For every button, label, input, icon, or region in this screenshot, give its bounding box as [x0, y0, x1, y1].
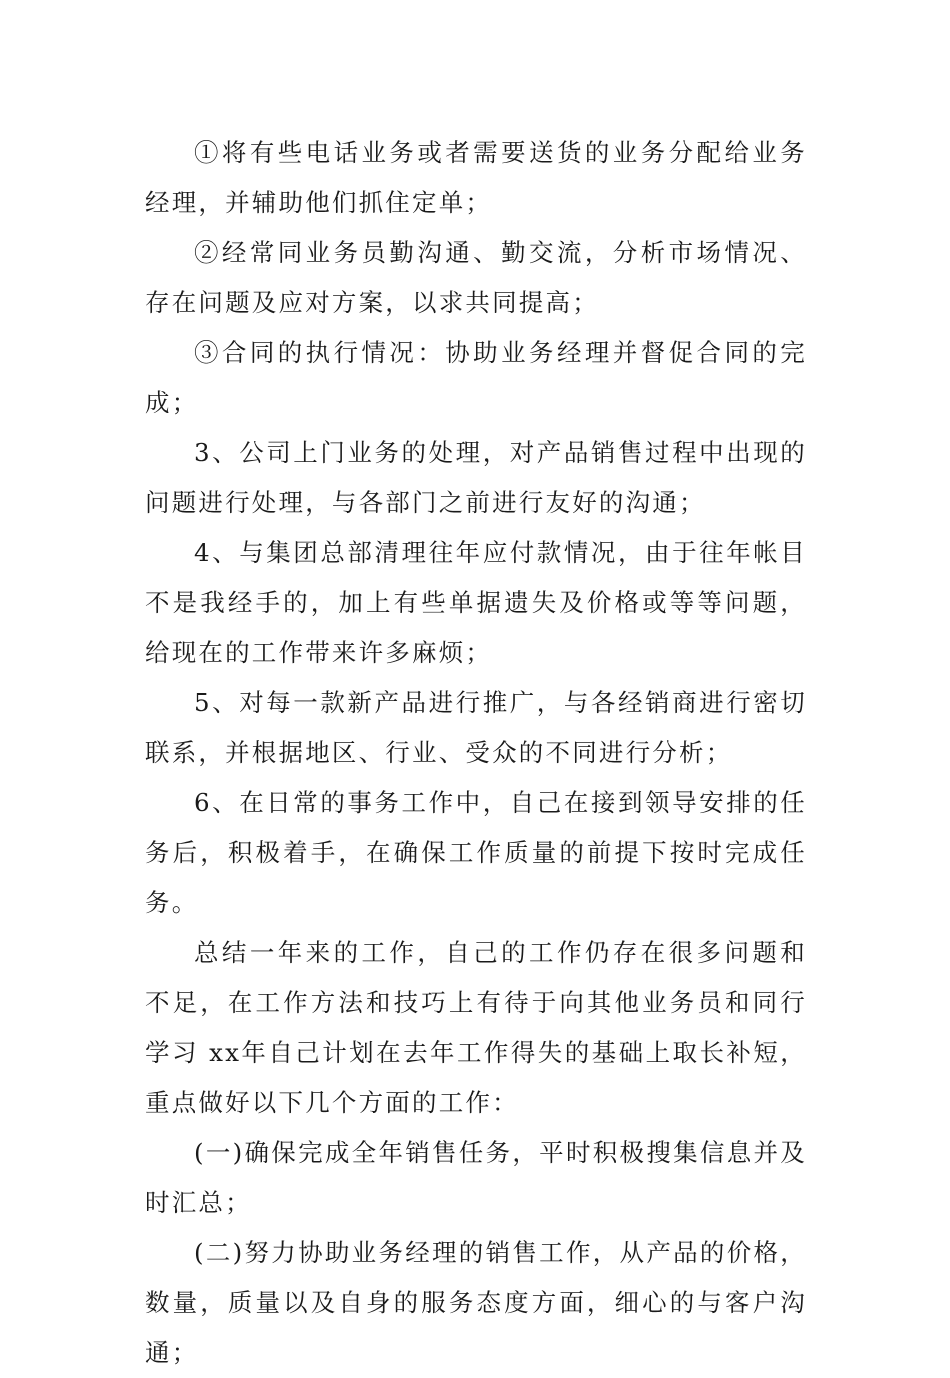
- paragraph-summary: 总结一年来的工作，自己的工作仍存在很多问题和不足，在工作方法和技巧上有待于向其他业务员和同行学习 xx年自己计划在去年工作得失的基础上取长补短，重点做好以下几个方面的工作：: [145, 938, 807, 1117]
- paragraph-task-item-3: ③合同的执行情况：协助业务经理并督促合同的完成；: [145, 338, 807, 417]
- paragraph-point-6: 6、在日常的事务工作中，自己在接到领导安排的任务后，积极着手，在确保工作质量的前提下按时完成任务。: [145, 788, 807, 917]
- paragraph-point-4: 4、与集团总部清理往年应付款情况，由于往年帐目不是我经手的，加上有些单据遗失及价格或等等问题，给现在的工作带来许多麻烦；: [145, 538, 807, 667]
- paragraph-plan-1: (一)确保完成全年销售任务，平时积极搜集信息并及时汇总；: [145, 1138, 807, 1217]
- paragraph-task-item-1: ①将有些电话业务或者需要送货的业务分配给业务经理，并辅助他们抓住定单；: [145, 138, 807, 217]
- paragraph-plan-2: (二)努力协助业务经理的销售工作，从产品的价格，数量，质量以及自身的服务态度方面，细心的与客户沟通；: [145, 1238, 807, 1367]
- paragraph-point-3: 3、公司上门业务的处理，对产品销售过程中出现的问题进行处理，与各部门之前进行友好的沟通；: [145, 438, 807, 517]
- document-body: [145, 128, 807, 1378]
- paragraph-task-item-2: ②经常同业务员勤沟通、勤交流，分析市场情况、存在问题及应对方案，以求共同提高；: [145, 238, 807, 317]
- paragraph-point-5: 5、对每一款新产品进行推广，与各经销商进行密切联系，并根据地区、行业、受众的不同进行分析；: [145, 688, 807, 767]
